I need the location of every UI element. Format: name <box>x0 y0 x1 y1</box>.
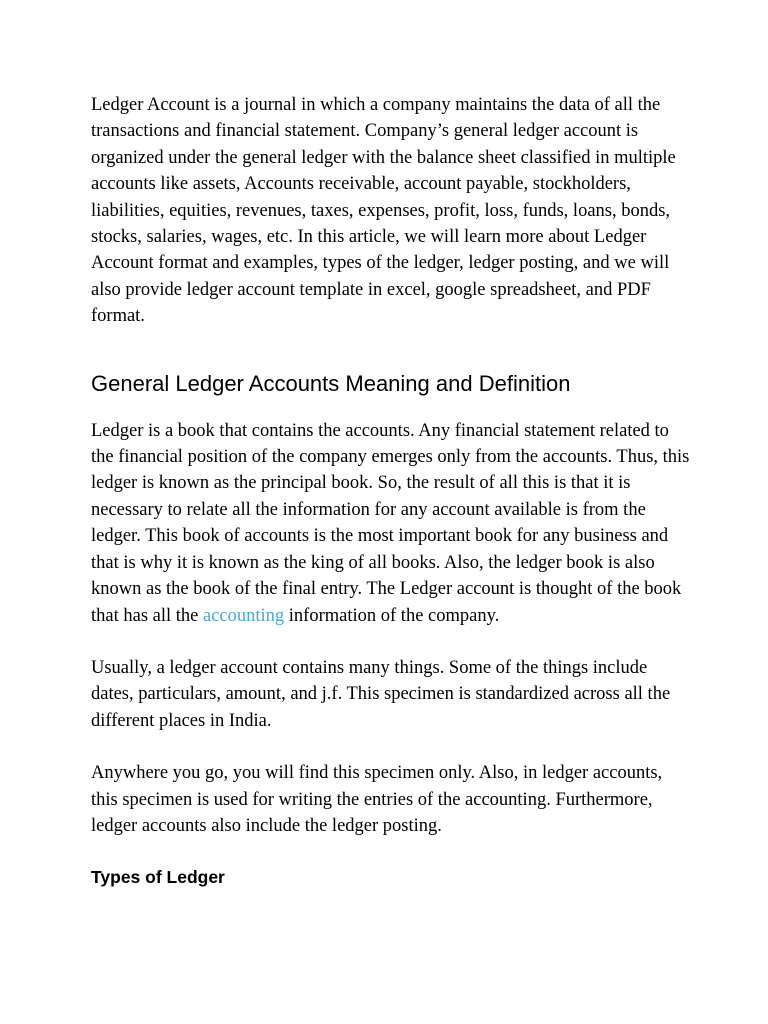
ledger-definition-text-end: information of the company. <box>284 605 500 626</box>
ledger-contents-paragraph: Usually, a ledger account contains many things. Some of the things include dates, particulars, amount, and j.f. This specimen is standardized across all the different places in India. <box>91 657 671 731</box>
intro-paragraph: Ledger Account is a journal in which a company maintains the data of all the transactions and financial statement. Company’s general ledger account is organized under the general ledger with the balance sheet classified in multiple accounts like assets, Accounts receivable, account payable, stockholders, liabilities, equities, revenues, taxes, expenses, profit, loss, funds, loans, bonds, stocks, salaries, wages, etc. In this article, we will learn more about Ledger Account format and examples, types of the ledger, ledger posting, and we will also provide ledger account template in excel, google spreadsheet, and PDF format. <box>91 95 676 327</box>
ledger-specimen-paragraph: Anywhere you go, you will find this specimen only. Also, in ledger accounts, this specimen is used for writing the entries of the accounting. Furthermore, ledger accounts also include the ledger posting. <box>91 763 663 836</box>
ledger-definition-paragraph <box>91 418 691 629</box>
section-heading-general-ledger: General Ledger Accounts Meaning and Definition <box>91 370 571 396</box>
ledger-definition-text: Ledger is a book that contains the accounts. Any financial statement related to the financial position of the company emerges only from the accounts. Thus, this ledger is known as the principal book. So, the result of all this is that it is necessary to relate all the information for any account available is from the ledger. This book of accounts is the most important book for any business and that is why it is known as the king of all books. Also, the ledger book is also known as the book of the final entry. The Ledger account is thought of the book that has all the <box>91 420 690 626</box>
section-heading-types-of-ledger: Types of Ledger <box>91 867 225 888</box>
document-body <box>91 92 691 889</box>
accounting-link[interactable]: accounting <box>203 605 285 626</box>
